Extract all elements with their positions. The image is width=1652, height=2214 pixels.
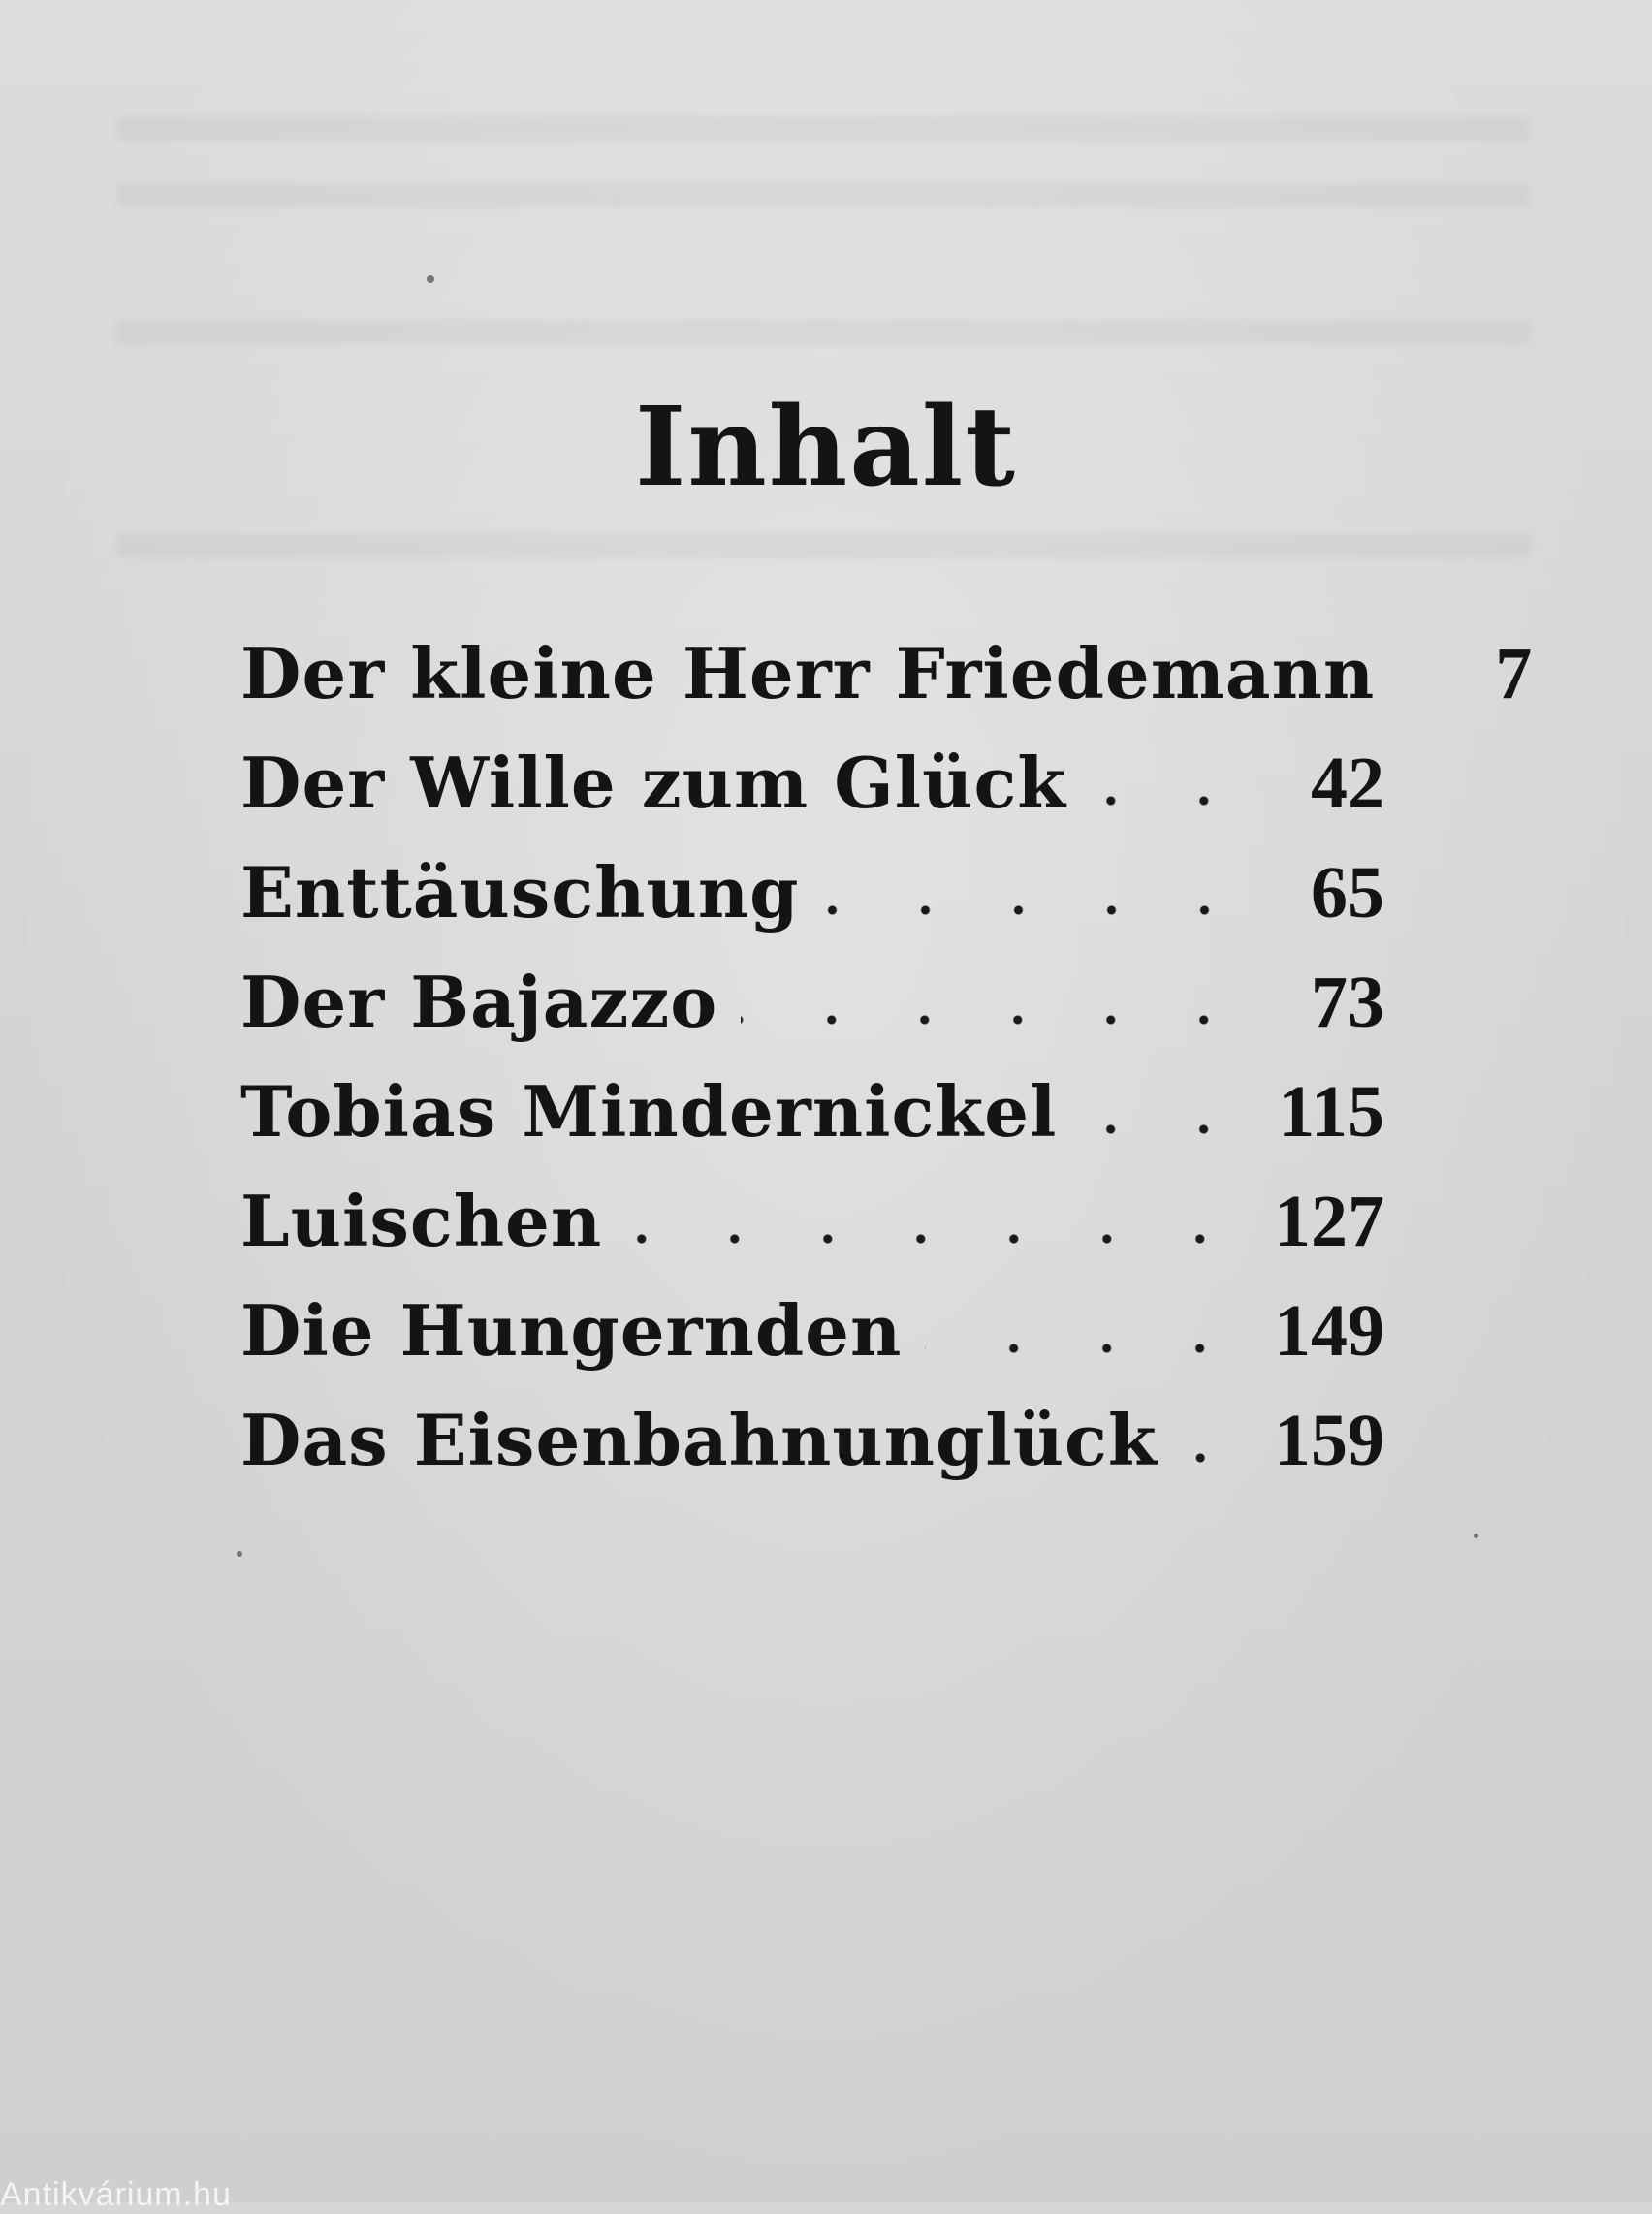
toc-entry <box>240 1276 1384 1385</box>
ink-speck <box>237 1551 242 1557</box>
toc-title: Tobias Mindernickel <box>240 1070 1058 1153</box>
toc-page-number: 65 <box>1311 852 1384 933</box>
dot-leader <box>1181 1451 1247 1465</box>
toc-title: Die Hungernden <box>240 1289 903 1372</box>
ink-speck <box>1474 1534 1478 1538</box>
toc-title: Der Wille zum Glück <box>240 742 1067 824</box>
toc-entry <box>240 838 1384 947</box>
show-through-line <box>116 320 1532 345</box>
show-through-line <box>116 116 1532 142</box>
dot-leader <box>925 1342 1247 1355</box>
toc-entry <box>240 1057 1384 1166</box>
toc-entry <box>240 618 1533 728</box>
watermark-text: Antikvárium.hu <box>0 2176 232 2213</box>
toc-title: Luischen <box>240 1180 603 1262</box>
dot-leader <box>741 1013 1251 1027</box>
dot-leader <box>625 1232 1247 1246</box>
table-of-contents <box>240 618 1533 1495</box>
dot-leader <box>1080 1123 1251 1136</box>
show-through-line <box>116 533 1532 558</box>
dot-leader <box>1090 794 1251 807</box>
toc-entry <box>240 728 1384 838</box>
ink-speck <box>427 275 434 283</box>
dot-leader <box>823 903 1251 917</box>
toc-page-number: 73 <box>1311 962 1384 1043</box>
toc-title: Enttäuschung <box>240 851 800 933</box>
toc-title: Das Eisenbahnunglück <box>240 1399 1158 1481</box>
toc-entry <box>240 1166 1384 1276</box>
toc-page-number: 159 <box>1274 1400 1384 1481</box>
page-heading: Inhalt <box>634 384 1018 511</box>
toc-entry <box>240 1385 1384 1495</box>
toc-page-number: 42 <box>1311 743 1384 824</box>
toc-page-number: 149 <box>1274 1290 1384 1372</box>
toc-page-number: 7 <box>1495 633 1533 714</box>
toc-entry <box>240 947 1384 1057</box>
toc-page-number: 115 <box>1278 1071 1384 1153</box>
show-through-line <box>116 182 1532 207</box>
toc-page-number: 127 <box>1274 1181 1384 1262</box>
toc-title: Der kleine Herr Friedemann <box>240 632 1376 714</box>
toc-title: Der Bajazzo <box>240 961 718 1043</box>
